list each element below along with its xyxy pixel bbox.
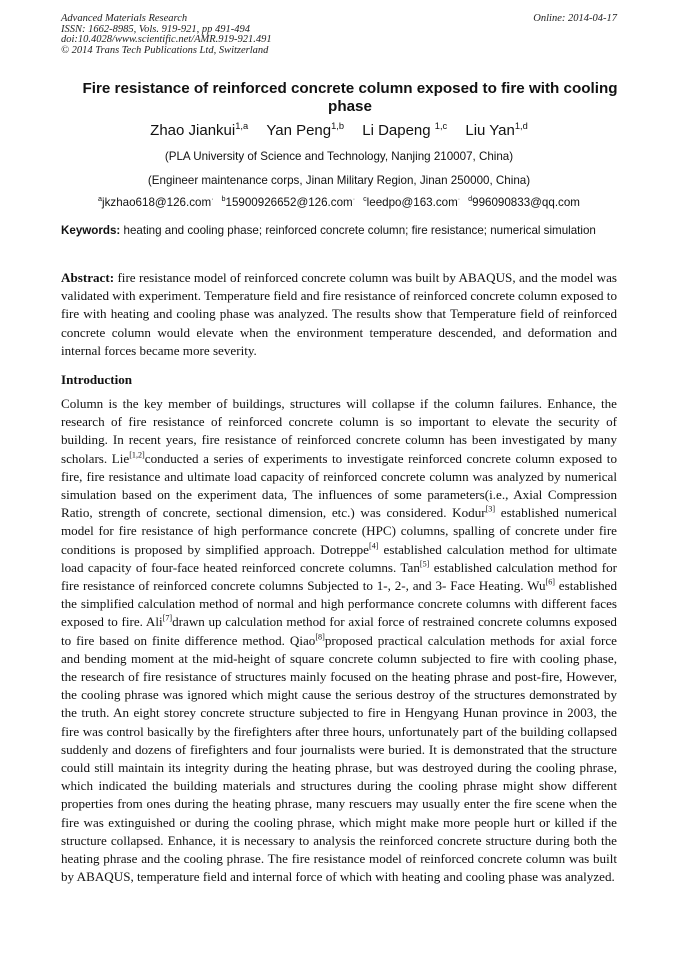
keywords-paragraph [61,224,617,238]
email-address: 15900926652@126.com [225,196,353,209]
author [465,122,527,139]
author-affiliation-marker: 1,a [235,121,249,131]
doi-line: doi:10.4028/www.scientific.net/AMR.919-921.491 [61,34,272,46]
affiliation-2: (Engineer maintenance corps, Jinan Military Region, Jinan 250000, China) [147,174,531,187]
body-text: established calculation method for fire resistance of reinforced concrete columns Subjected to 1-, 2-, and 3- Face Heating. Wu [61,559,617,594]
email-entry[interactable]: $^a$jkzhao618@126.com· [98,194,216,209]
author-emails [61,196,617,210]
body-text: Column is the key member of buildings, structures will collapse if the column failures. Enhance, the research of fire resistance of reinforced concrete column is so important to elevate the security of building. In recent years, fire resistance of reinforced concrete column has been investigated by many scholars. Lie [61,396,617,466]
abstract-text: fire resistance model of reinforced concrete column was built by ABAQUS, and the model was validated with experiment. Temperature field and fire resistance of reinforced concrete column exposed to fire with heating and cooling phase was analyzed. The results show that Temperature field of reinforced concrete column would elevate when the environment temperature descended, and deformation and internal forces became more severity. [61,270,617,358]
keywords-text: heating and cooling phase; reinforced concrete column; fire resistance; numerical simulation [120,224,596,237]
body-text: established calculation method for ultimate load capacity of four-face heated reinforced concrete columns. Tan [61,541,617,575]
online-date: Online: 2014-04-17 [533,13,617,24]
paper-title: Fire resistance of reinforced concrete column exposed to fire with cooling phase [82,80,618,115]
citation-marker[interactable]: [5] [419,559,430,569]
email-address: 996090833@qq.com [472,196,580,209]
author [266,122,344,139]
citation-marker[interactable]: [6] [545,577,555,587]
body-text: established numerical model for fire resistance of high performance concrete (HPC) columns, spalling of concrete under fire conditions is proposed by simplified approach. Dotreppe [61,505,617,557]
author-affiliation-marker: 1,c [434,121,448,131]
email-address: jkzhao618@126.com [102,196,212,209]
author-name: Yan Peng [266,122,332,139]
email-address: leedpo@163.com [366,196,458,209]
author-list [61,121,617,141]
journal-name: Advanced Materials Research [61,13,188,24]
body-text: proposed practical calculation methods for axial force and bending moment at the mid-height of square concrete column subjected to fire with cooling phase, the research of fire resistance of structures mainly focused on the heating phrase and post-fire, However, the cooling phrase was ignored which might cause the serious destroy of the structures demonstrated by the truth. An eight storey concrete structure subjected to fire in Hengyang Hunan province in 2003, the fire was control basically by the firefighters after three hours, unfortunately part of the building collapsed suddenly and dozens of firefighters and four journalists were buried. It is demonstrated that the structure could still maintain its integrity during the heating phrase, but was destroyed during the cooling phrase, which indicated the building materials and structures during the cooling phrase might show different properties from ones during the heating phrase, many rescuers may usually enter the fire scene when the fire was extinguished or during the cooling phrase, which might make more people hurt or killed if the structure collapsed. Enhance, it is necessary to analysis the reinforced concrete structure during both the heating phrase and the cooling phrase. The fire resistance model of reinforced concrete column was built by ABAQUS, temperature field and internal force of which with heating and cooling phase was analyzed. [61,632,617,885]
email-entry[interactable]: $^d$996090833@qq.com [468,194,580,209]
abstract-label: Abstract: [61,270,115,285]
citation-marker[interactable]: [8] [315,632,325,642]
citation-marker[interactable]: [3] [485,504,496,514]
citation-marker[interactable]: [7] [162,614,173,624]
copyright-line: © 2014 Trans Tech Publications Ltd, Switzerland [61,44,269,56]
introduction-paragraph [61,395,617,886]
publication-header [61,14,617,56]
author-affiliation-marker: 1,d [514,121,528,131]
author-affiliation-marker: 1,b [331,121,345,131]
email-entry[interactable]: $^c$leedpo@163.com· [363,194,463,209]
citation-marker[interactable]: [1,2] [129,450,145,460]
abstract-paragraph [61,269,617,360]
author [362,122,447,139]
body-text: drawn up calculation method for axial force of restrained concrete columns exposed to fire based on finite difference method. Qiao [61,614,617,648]
email-entry[interactable]: $^b$15900926652@126.com· [221,194,358,209]
author-name: Li Dapeng [362,122,435,139]
issn-line: ISSN: 1662-8985, Vols. 919-921, pp 491-494 [61,23,250,35]
body-text: conducted a series of experiments to investigate reinforced concrete column exposed to fire, fire resistance and ultimate load capacity of reinforced concrete column was analyzed by numerical simulation based on the experiment data, The influences of some parameters(i.e., Axial Compression Ratio, strength of concrete, sectional dimension, etc.) was considered. Kodur [61,450,617,521]
affiliation-1: (PLA University of Science and Technology, Nanjing 210007, China) [164,150,514,163]
body-text: established the simplified calculation method of normal and high performance concrete columns with different faces exposed to fire. Ali [61,578,617,630]
author [150,122,248,139]
keywords-label: Keywords: [61,224,121,237]
citation-marker[interactable]: [4] [369,541,379,551]
author-name: Liu Yan [465,122,515,139]
author-name: Zhao Jiankui [150,122,236,139]
introduction-heading: Introduction [61,372,133,387]
